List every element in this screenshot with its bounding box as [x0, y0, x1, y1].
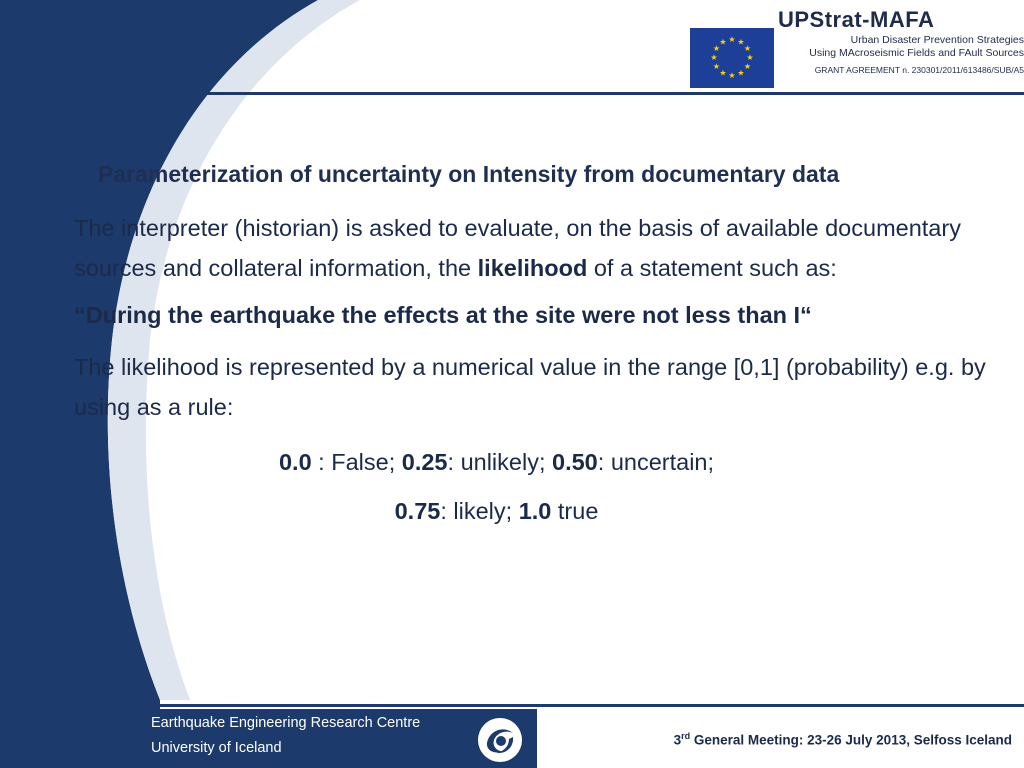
likelihood-term: likelihood — [477, 255, 588, 281]
rule-value: 1.0 — [518, 498, 552, 524]
meeting-ordinal: rd — [681, 731, 691, 741]
para1-text-a: The interpreter (historian) is asked to evaluate, on the basis of available documentary sources and collateral information, the — [74, 215, 961, 281]
meeting-number: 3 — [673, 732, 682, 748]
svg-text:★: ★ — [737, 37, 745, 47]
rule-line-1 — [74, 449, 919, 476]
rule-label: : unlikely; — [447, 449, 553, 475]
project-subtitle-1: Urban Disaster Prevention Strategies — [850, 34, 1024, 46]
project-subtitle-2: Using MAcroseismic Fields and FAult Sources — [809, 47, 1024, 59]
footer-divider — [110, 704, 1024, 707]
svg-text:★: ★ — [728, 71, 736, 80]
slide-content — [74, 158, 1019, 525]
slide-heading — [74, 158, 1019, 190]
statement-quote: “During the earthquake the effects at the site were not less than I“ — [74, 302, 812, 328]
svg-text:★: ★ — [746, 53, 754, 62]
paragraph-interpreter — [74, 208, 1019, 288]
rule-value: 0.75 — [394, 498, 441, 524]
project-title: UPStrat-MAFA — [778, 7, 935, 32]
header-divider — [180, 92, 1024, 95]
footer-university: University of Iceland — [151, 740, 282, 756]
footer-meeting-info — [600, 731, 1012, 748]
logo-text-block — [778, 6, 1024, 75]
rule-line-2 — [74, 498, 919, 525]
rule-label: true — [551, 498, 599, 524]
svg-text:★: ★ — [719, 68, 727, 78]
rule-label: : uncertain; — [597, 449, 715, 475]
project-logo — [690, 6, 1024, 90]
para1-text-b: of a statement such as: — [587, 255, 837, 281]
meeting-text: General Meeting: 23-26 July 2013, Selfoss Iceland — [690, 732, 1012, 748]
rule-value: 0.50 — [552, 449, 598, 475]
rule-label: : likely; — [440, 498, 519, 524]
rule-label: : False; — [311, 449, 402, 475]
rule-value: 0.25 — [401, 449, 448, 475]
paragraph-likelihood: The likelihood is represented by a numerical value in the range [0,1] (probability) e.g. by using as a rule: — [74, 354, 986, 420]
svg-text:★: ★ — [743, 62, 752, 71]
grant-agreement: GRANT AGREEMENT n. 230301/2011/613486/SUB/A5 — [814, 65, 1024, 75]
svg-text:★: ★ — [712, 62, 721, 71]
rule-value: 0.0 — [278, 449, 312, 475]
eerc-logo-icon — [475, 715, 525, 765]
svg-text:★: ★ — [719, 37, 727, 47]
svg-text:★: ★ — [737, 68, 745, 78]
svg-text:★: ★ — [710, 53, 718, 62]
eu-flag-icon — [690, 28, 774, 88]
footer-org-name: Earthquake Engineering Research Centre — [151, 715, 421, 731]
svg-text:★: ★ — [743, 44, 752, 53]
svg-text:★: ★ — [728, 35, 736, 44]
footer-org-banner — [145, 709, 537, 768]
heading-text: Parameterization of uncertainty on Intensity from documentary data — [98, 161, 840, 187]
svg-text:★: ★ — [712, 44, 721, 53]
